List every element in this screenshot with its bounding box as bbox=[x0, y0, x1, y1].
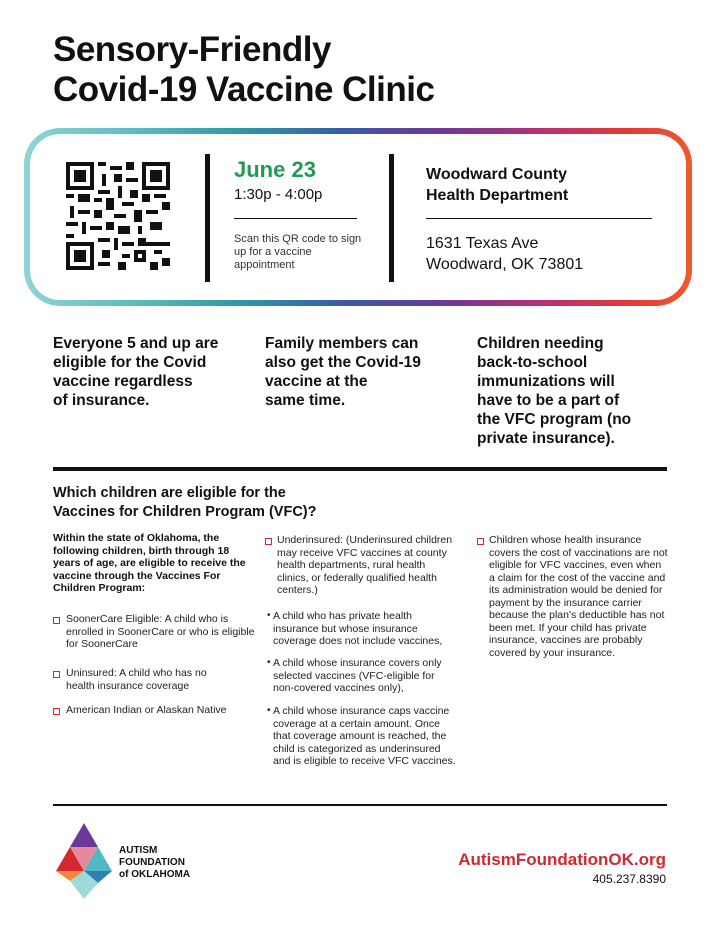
bullet-icon: • bbox=[267, 657, 271, 668]
private-insurance-item: Children whose health insurance covers the cost of vaccinations are not eligible for VFC vaccines, even when a claim for the cost of the vaccine and its administration would be denied for payment by the insurance carrier because the plan's deductible has not been met. If your child has private insurance, vaccines are probably covered by your insurance. bbox=[489, 534, 668, 659]
divider-left bbox=[205, 154, 210, 282]
bullet-icon: • bbox=[267, 610, 271, 621]
venue-divider bbox=[426, 218, 652, 219]
qr-code[interactable] bbox=[66, 162, 170, 270]
underinsured-bullet: A child whose insurance covers only selected vaccines (VFC-eligible for non-covered vaccines only), bbox=[273, 657, 442, 694]
checkbox-icon bbox=[477, 538, 484, 545]
title-line-2: Covid-19 Vaccine Clinic bbox=[53, 70, 435, 109]
eligibility-item: SoonerCare Eligible: A child who is enrolled in SoonerCare or who is eligible for SoonerCare bbox=[66, 613, 255, 650]
vfc-heading bbox=[53, 484, 316, 522]
info-column-1 bbox=[53, 334, 218, 410]
checkbox-icon bbox=[53, 671, 60, 678]
divider-right bbox=[389, 154, 394, 282]
org-name-line-1: AUTISM bbox=[119, 845, 158, 856]
column-line: Children needing bbox=[477, 335, 604, 352]
vfc-heading-line-2: Vaccines for Children Program (VFC)? bbox=[53, 504, 317, 520]
venue-name-line-2: Health Department bbox=[426, 187, 569, 204]
section-divider-bottom bbox=[53, 804, 667, 806]
underinsured-item: Underinsured: (Underinsured children may receive VFC vaccines at county health departments, rural health clinics, or federally qualified health centers.) bbox=[277, 534, 453, 596]
underinsured-bullet: A child whose insurance caps vaccine coverage at a certain amount. Once that coverage amount is reached, the child is categorized as underinsured and is eligible to receive VFC vaccines. bbox=[273, 705, 456, 767]
column-line: have to be a part of bbox=[477, 392, 620, 409]
column-line: private insurance). bbox=[477, 430, 615, 447]
vfc-intro: Within the state of Oklahoma, the following children, birth through 18 years of age, are eligible to receive the vaccine through the Vaccines For Children Program: bbox=[53, 532, 246, 594]
underinsured-bullet: A child who has private health insurance but whose insurance coverage does not include vaccines, bbox=[273, 610, 443, 647]
event-date: June 23 bbox=[234, 157, 316, 182]
website-link[interactable]: AutismFoundationOK.org bbox=[458, 850, 666, 869]
column-line: eligible for the Covid bbox=[53, 354, 207, 371]
column-line: vaccine at the bbox=[265, 373, 368, 390]
column-line: Family members can bbox=[265, 335, 419, 352]
checkbox-icon bbox=[265, 538, 272, 545]
column-line: the VFC program (no bbox=[477, 411, 632, 428]
address-line-1: 1631 Texas Ave bbox=[426, 235, 539, 252]
column-line: immunizations will bbox=[477, 373, 615, 390]
org-name-line-2: FOUNDATION bbox=[119, 857, 185, 868]
title-line-1: Sensory-Friendly bbox=[53, 30, 331, 69]
checkbox-icon bbox=[53, 708, 60, 715]
page-title bbox=[53, 30, 434, 110]
section-divider-top bbox=[53, 467, 667, 471]
phone-number: 405.237.8390 bbox=[592, 872, 666, 886]
venue-name-line-1: Woodward County bbox=[426, 166, 568, 183]
autism-foundation-logo-icon bbox=[52, 823, 116, 899]
vfc-heading-line-1: Which children are eligible for the bbox=[53, 485, 286, 501]
org-name-line-3: of OKLAHOMA bbox=[119, 869, 191, 880]
info-column-2 bbox=[265, 334, 421, 410]
column-line: Everyone 5 and up are bbox=[53, 335, 219, 352]
venue-address bbox=[426, 233, 583, 275]
bullet-icon: • bbox=[267, 705, 271, 716]
column-line: same time. bbox=[265, 392, 346, 409]
venue-name bbox=[426, 164, 568, 206]
eligibility-item: American Indian or Alaskan Native bbox=[66, 704, 227, 716]
address-line-2: Woodward, OK 73801 bbox=[426, 256, 584, 273]
column-line: also get the Covid-19 bbox=[265, 354, 421, 371]
info-column-3 bbox=[477, 334, 631, 448]
column-line: of insurance. bbox=[53, 392, 150, 409]
date-divider bbox=[234, 218, 357, 219]
event-time: 1:30p - 4:00p bbox=[234, 186, 323, 203]
column-line: back-to-school bbox=[477, 354, 588, 371]
checkbox-icon bbox=[53, 617, 60, 624]
column-line: vaccine regardless bbox=[53, 373, 193, 390]
scan-note: Scan this QR code to sign up for a vaccine appointment bbox=[234, 233, 362, 271]
eligibility-item: Uninsured: A child who has no health insurance coverage bbox=[66, 667, 207, 692]
org-name bbox=[119, 845, 190, 881]
